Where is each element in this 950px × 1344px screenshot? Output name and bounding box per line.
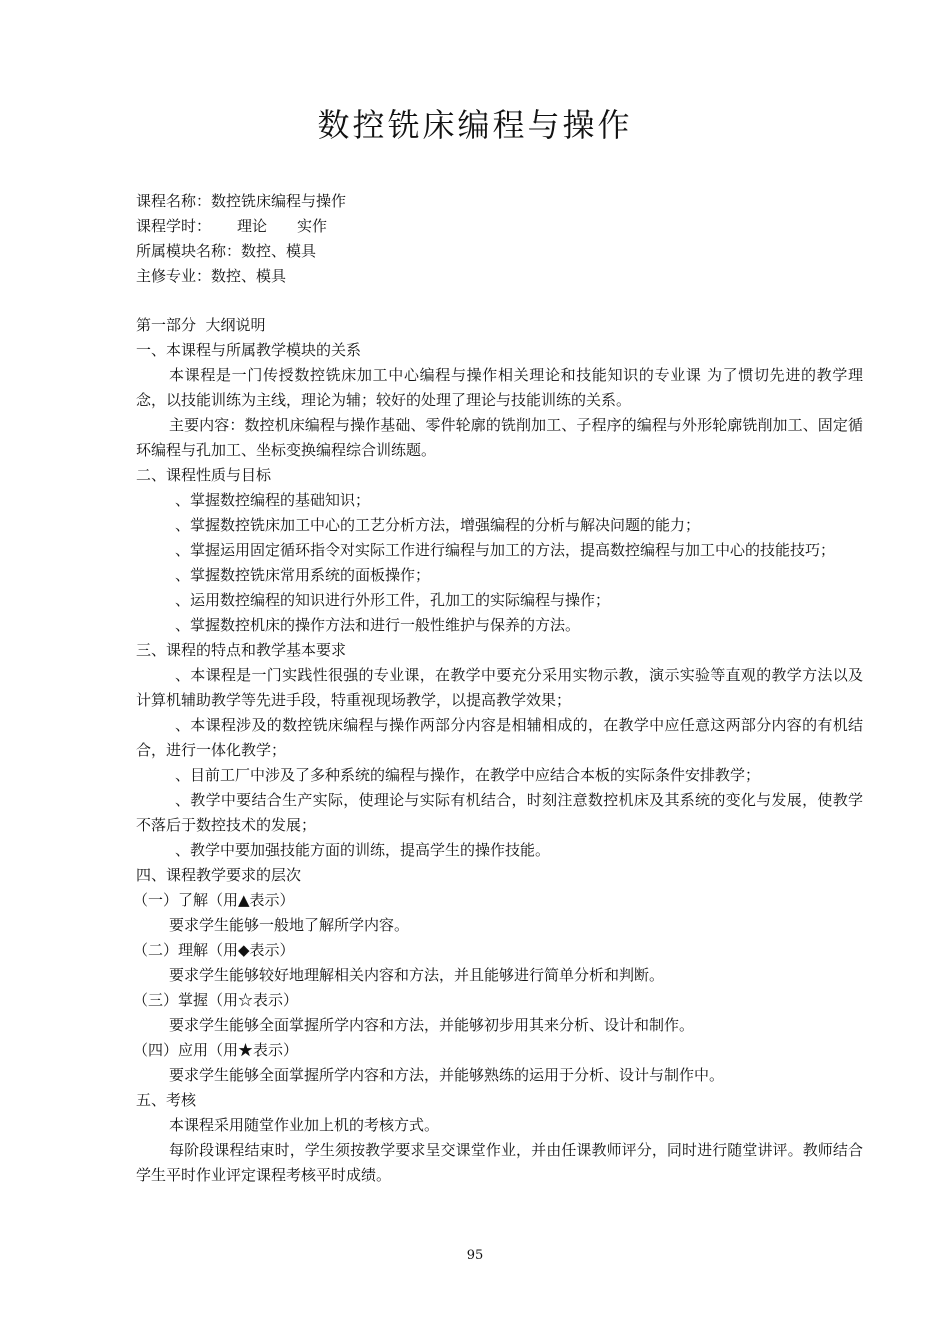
list-item: 、掌握数控铣床常用系统的面板操作；	[175, 566, 431, 584]
list-item: 、掌握数控铣床加工中心的工艺分析方法，增强编程的分析与解决问题的能力；	[175, 516, 701, 534]
level-label: （三）掌握（用☆表示）	[133, 991, 299, 1009]
document-title: 数控铣床编程与操作	[317, 106, 633, 144]
document-body	[133, 313, 863, 1188]
section-4-heading: 四、课程教学要求的层次	[136, 866, 302, 884]
section-2-heading: 二、课程性质与目标	[136, 466, 272, 484]
list-item: 、掌握运用固定循环指令对实际工作进行编程与加工的方法，提高数控编程与加工中心的技能技巧；	[175, 541, 836, 559]
list-item: 、教学中要加强技能方面的训练，提高学生的操作技能。	[175, 841, 551, 859]
list-item: 、掌握数控编程的基础知识；	[175, 491, 371, 509]
list-item: 、本课程涉及的数控铣床编程与操作两部分内容是相辅相成的，在教学中应任意这两部分内容的有机结合，进行一体化教学；	[136, 716, 863, 759]
hours-theory: 理论	[237, 217, 268, 235]
level-text: 要求学生能够全面掌握所学内容和方法，并能够初步用其来分析、设计和制作。	[169, 1016, 695, 1034]
level-text: 要求学生能够全面掌握所学内容和方法，并能够熟练的运用于分析、设计与制作中。	[169, 1066, 725, 1084]
level-label: （二）理解（用◆表示）	[133, 941, 295, 959]
list-item: 、教学中要结合生产实际，使理论与实际有机结合，时刻注意数控机床及其系统的变化与发展，使教学不落后于数控技术的发展；	[136, 791, 863, 834]
list-item: 、目前工厂中涉及了多种系统的编程与操作，在教学中应结合本板的实际条件安排教学；	[175, 766, 761, 784]
section-5-paragraph: 每阶段课程结束时，学生须按教学要求呈交课堂作业，并由任课教师评分，同时进行随堂讲评。教师结合学生平时作业评定课程考核平时成绩。	[136, 1141, 863, 1184]
level-text: 要求学生能够一般地了解所学内容。	[169, 916, 410, 934]
list-item: 、本课程是一门实践性很强的专业课，在教学中要充分采用实物示教，演示实验等直观的教学方法以及计算机辅助教学等先进手段，特重视现场教学，以提高教学效果；	[136, 666, 863, 709]
part-heading: 第一部分 大纲说明	[136, 316, 266, 334]
course-hours	[136, 214, 346, 239]
list-item: 、运用数控编程的知识进行外形工件，孔加工的实际编程与操作；	[175, 591, 611, 609]
section-3-heading: 三、课程的特点和教学基本要求	[136, 641, 347, 659]
course-info	[136, 189, 346, 289]
course-major: 主修专业：数控、模具	[136, 267, 287, 285]
course-hours-label: 课程学时：	[136, 217, 212, 235]
section-1-paragraph: 主要内容：数控机床编程与操作基础、零件轮廓的铣削加工、子程序的编程与外形轮廓铣削加工、固定循环编程与孔加工、坐标变换编程综合训练题。	[136, 416, 863, 459]
section-1-paragraph: 本课程是一门传授数控铣床加工中心编程与操作相关理论和技能知识的专业课 为了惯切先进的教学理念，以技能训练为主线，理论为辅；较好的处理了理论与技能训练的关系。	[136, 366, 863, 409]
hours-practice: 实作	[297, 217, 328, 235]
section-5-heading: 五、考核	[136, 1091, 197, 1109]
level-text: 要求学生能够较好地理解相关内容和方法，并且能够进行简单分析和判断。	[169, 966, 665, 984]
course-module: 所属模块名称：数控、模具	[136, 242, 317, 260]
course-name: 课程名称：数控铣床编程与操作	[136, 192, 347, 210]
page-number: 95	[466, 1248, 484, 1263]
level-label: （四）应用（用★表示）	[133, 1041, 299, 1059]
level-label: （一）了解（用▲表示）	[133, 891, 295, 909]
section-1-heading: 一、本课程与所属教学模块的关系	[136, 341, 362, 359]
list-item: 、掌握数控机床的操作方法和进行一般性维护与保养的方法。	[175, 616, 581, 634]
section-5-paragraph: 本课程采用随堂作业加上机的考核方式。	[169, 1116, 440, 1134]
